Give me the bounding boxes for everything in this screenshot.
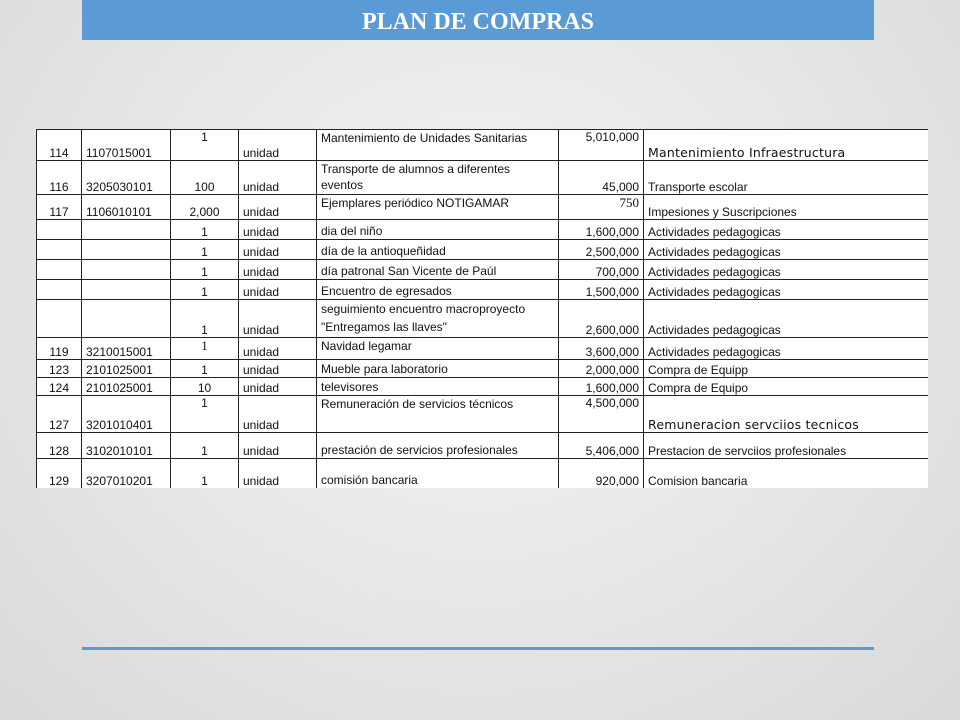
budget-code xyxy=(82,260,171,280)
budget-code: 2101025001 xyxy=(82,378,171,396)
description: Navidad legamar xyxy=(317,338,559,360)
category: Actividades pedagogicas xyxy=(644,300,929,338)
row-number: 114 xyxy=(37,130,82,161)
value: 2,600,000 xyxy=(559,300,644,338)
value: 2,500,000 xyxy=(559,240,644,260)
row-number xyxy=(37,260,82,280)
category: Compra de Equipp xyxy=(644,360,929,378)
quantity: 1 xyxy=(171,130,239,161)
category: Prestacion de servciios profesionales xyxy=(644,433,929,459)
budget-code: 3207010201 xyxy=(82,459,171,489)
unit: unidad xyxy=(239,459,317,489)
row-number: 117 xyxy=(37,195,82,220)
quantity: 1 xyxy=(171,396,239,433)
budget-code: 3102010101 xyxy=(82,433,171,459)
unit: unidad xyxy=(239,280,317,300)
category: Actividades pedagogicas xyxy=(644,240,929,260)
value: 1,600,000 xyxy=(559,378,644,396)
value: 3,600,000 xyxy=(559,338,644,360)
quantity: 1 xyxy=(171,433,239,459)
table-row xyxy=(37,300,929,338)
description: Mueble para laboratorio xyxy=(317,360,559,378)
table-row xyxy=(37,195,929,220)
quantity: 1 xyxy=(171,260,239,280)
value: 2,000,000 xyxy=(559,360,644,378)
row-number: 124 xyxy=(37,378,82,396)
quantity: 1 xyxy=(171,280,239,300)
category: Actividades pedagogicas xyxy=(644,220,929,240)
table-row xyxy=(37,433,929,459)
unit: unidad xyxy=(239,360,317,378)
description: Ejemplares periódico NOTIGAMAR xyxy=(317,195,559,220)
row-number xyxy=(37,240,82,260)
row-number: 119 xyxy=(37,338,82,360)
unit: unidad xyxy=(239,220,317,240)
description: Mantenimiento de Unidades Sanitarias xyxy=(317,130,559,161)
unit: unidad xyxy=(239,433,317,459)
budget-code xyxy=(82,240,171,260)
table-row xyxy=(37,378,929,396)
table-row xyxy=(37,161,929,195)
description: Encuentro de egresados xyxy=(317,280,559,300)
page-title: PLAN DE COMPRAS xyxy=(82,0,874,40)
quantity: 1 xyxy=(171,240,239,260)
category: Mantenimiento Infraestructura xyxy=(644,130,929,161)
row-number xyxy=(37,220,82,240)
category: Compra de Equipo xyxy=(644,378,929,396)
description: Remuneración de servicios técnicos xyxy=(317,396,559,433)
budget-code: 1106010101 xyxy=(82,195,171,220)
budget-code: 3205030101 xyxy=(82,161,171,195)
table-row xyxy=(37,338,929,360)
row-number: 123 xyxy=(37,360,82,378)
category: Remuneracion servciios tecnicos xyxy=(644,396,929,433)
table-row xyxy=(37,130,929,161)
category: Actividades pedagogicas xyxy=(644,260,929,280)
description: Transporte de alumnos a diferentes eventos xyxy=(317,161,559,195)
value: 920,000 xyxy=(559,459,644,489)
row-number: 127 xyxy=(37,396,82,433)
unit: unidad xyxy=(239,161,317,195)
description: día de la antioqueñidad xyxy=(317,240,559,260)
budget-code xyxy=(82,300,171,338)
category: Actividades pedagogicas xyxy=(644,338,929,360)
quantity: 1 xyxy=(171,220,239,240)
value: 700,000 xyxy=(559,260,644,280)
category: Impesiones y Suscripciones xyxy=(644,195,929,220)
quantity: 2,000 xyxy=(171,195,239,220)
value: 45,000 xyxy=(559,161,644,195)
table-row xyxy=(37,396,929,433)
description: comisión bancaria xyxy=(317,459,559,489)
footer-divider xyxy=(82,647,874,650)
budget-code: 2101025001 xyxy=(82,360,171,378)
unit: unidad xyxy=(239,396,317,433)
unit: unidad xyxy=(239,300,317,338)
table-row xyxy=(37,360,929,378)
purchase-plan-table xyxy=(36,129,928,488)
row-number: 129 xyxy=(37,459,82,489)
description: día patronal San Vicente de Paúl xyxy=(317,260,559,280)
value: 5,010,000 xyxy=(559,130,644,161)
description: televisores xyxy=(317,378,559,396)
quantity: 1 xyxy=(171,360,239,378)
row-number: 128 xyxy=(37,433,82,459)
value: 1,600,000 xyxy=(559,220,644,240)
category: Transporte escolar xyxy=(644,161,929,195)
table-row xyxy=(37,459,929,489)
table-row xyxy=(37,260,929,280)
row-number xyxy=(37,300,82,338)
value: 4,500,000 xyxy=(559,396,644,433)
value: 5,406,000 xyxy=(559,433,644,459)
budget-code: 3201010401 xyxy=(82,396,171,433)
unit: unidad xyxy=(239,338,317,360)
unit: unidad xyxy=(239,195,317,220)
table-row xyxy=(37,240,929,260)
quantity: 100 xyxy=(171,161,239,195)
description: dia del niño xyxy=(317,220,559,240)
quantity: 1 xyxy=(171,300,239,338)
quantity: 1 xyxy=(171,459,239,489)
row-number xyxy=(37,280,82,300)
unit: unidad xyxy=(239,378,317,396)
quantity: 1 xyxy=(171,338,239,360)
budget-code: 1107015001 xyxy=(82,130,171,161)
purchase-plan-sheet xyxy=(36,129,928,488)
category: Actividades pedagogicas xyxy=(644,280,929,300)
table-row xyxy=(37,220,929,240)
description: seguimiento encuentro macroproyecto "Entregamos las llaves" xyxy=(317,300,559,338)
description: prestación de servicios profesionales xyxy=(317,433,559,459)
unit: unidad xyxy=(239,260,317,280)
budget-code: 3210015001 xyxy=(82,338,171,360)
table-row xyxy=(37,280,929,300)
quantity: 10 xyxy=(171,378,239,396)
value: 1,500,000 xyxy=(559,280,644,300)
unit: unidad xyxy=(239,240,317,260)
budget-code xyxy=(82,220,171,240)
value: 750 xyxy=(559,195,644,220)
unit: unidad xyxy=(239,130,317,161)
row-number: 116 xyxy=(37,161,82,195)
category: Comision bancaria xyxy=(644,459,929,489)
budget-code xyxy=(82,280,171,300)
